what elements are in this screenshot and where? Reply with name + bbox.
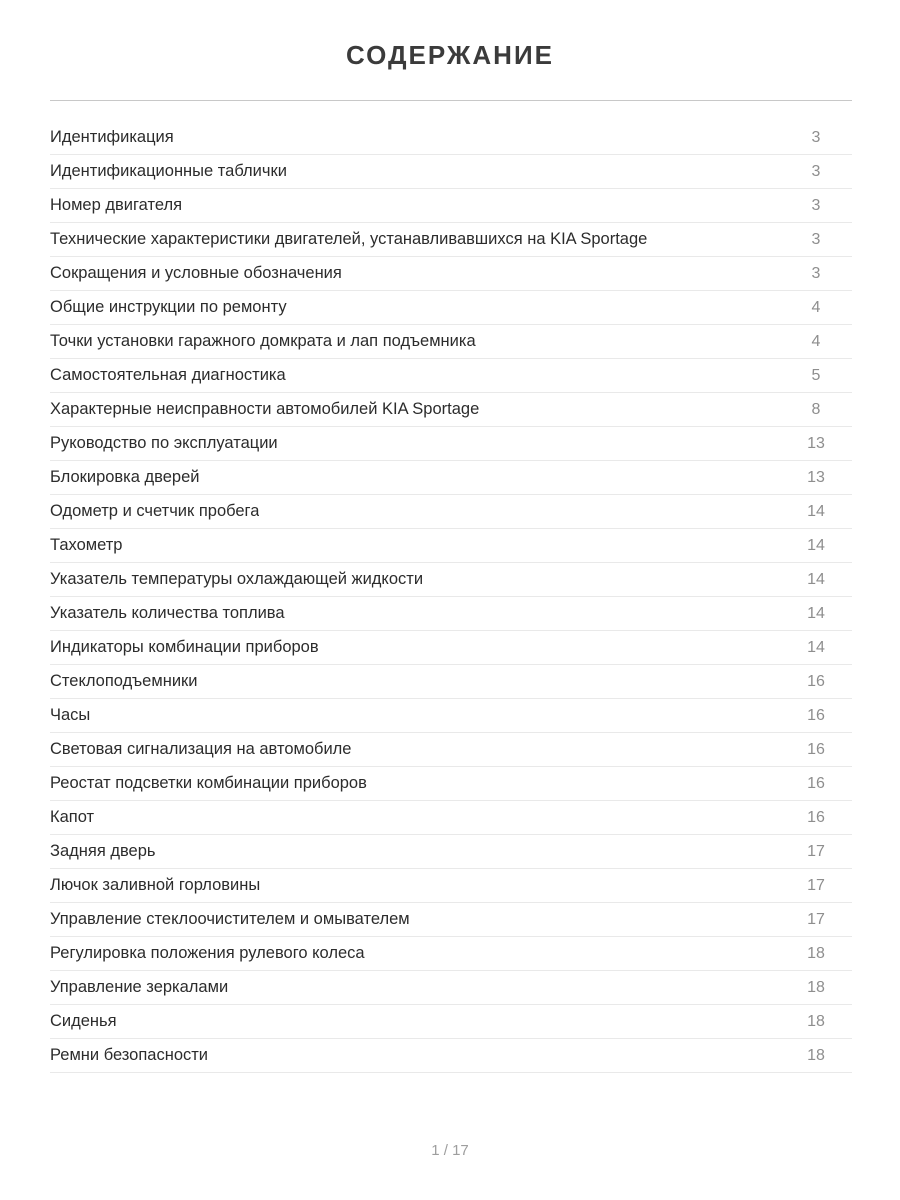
toc-entry[interactable] (50, 665, 852, 699)
toc-entry-title: Характерные неисправности автомобилей KIA Sportage (50, 400, 480, 418)
toc-entry-page: 16 (807, 740, 825, 758)
toc-entry-title: Управление стеклоочистителем и омывателем (50, 910, 410, 928)
toc-entry-title: Номер двигателя (50, 196, 183, 214)
toc-list (0, 101, 900, 1073)
toc-entry[interactable] (50, 325, 852, 359)
toc-entry-title: Ремни безопасности (50, 1046, 209, 1064)
toc-entry[interactable] (50, 903, 852, 937)
toc-entry-title: Общие инструкции по ремонту (50, 298, 287, 316)
toc-entry[interactable] (50, 257, 852, 291)
toc-entry[interactable] (50, 291, 852, 325)
toc-entry[interactable] (50, 801, 852, 835)
toc-entry-title: Сиденья (50, 1012, 117, 1030)
toc-entry-page: 16 (807, 672, 825, 690)
toc-entry-page: 18 (807, 1046, 825, 1064)
toc-entry[interactable] (50, 563, 852, 597)
toc-entry-page: 17 (807, 876, 825, 894)
toc-entry-page: 3 (811, 230, 821, 248)
toc-entry[interactable] (50, 393, 852, 427)
toc-entry[interactable] (50, 223, 852, 257)
toc-entry-title: Задняя дверь (50, 842, 156, 860)
toc-entry-title: Реостат подсветки комбинации приборов (50, 774, 367, 792)
toc-entry[interactable] (50, 937, 852, 971)
toc-entry[interactable] (50, 529, 852, 563)
toc-entry[interactable] (50, 155, 852, 189)
toc-entry-title: Стеклоподъемники (50, 672, 198, 690)
toc-entry-page: 18 (807, 978, 825, 996)
toc-entry[interactable] (50, 869, 852, 903)
toc-entry-page: 16 (807, 706, 825, 724)
toc-entry[interactable] (50, 631, 852, 665)
toc-entry-page: 14 (807, 536, 825, 554)
toc-entry[interactable] (50, 427, 852, 461)
toc-entry-page: 14 (807, 604, 825, 622)
toc-entry-page: 4 (811, 332, 821, 350)
toc-entry-title: Тахометр (50, 536, 123, 554)
page-title: СОДЕРЖАНИЕ (346, 40, 554, 70)
toc-entry-page: 3 (811, 128, 821, 146)
toc-entry[interactable] (50, 767, 852, 801)
toc-entry-title: Точки установки гаражного домкрата и лап подъемника (50, 332, 476, 350)
toc-entry-title: Индикаторы комбинации приборов (50, 638, 319, 656)
toc-entry-title: Технические характеристики двигателей, устанавливавшихся на KIA Sportage (50, 230, 648, 248)
toc-entry[interactable] (50, 699, 852, 733)
toc-entry[interactable] (50, 495, 852, 529)
toc-entry-page: 16 (807, 774, 825, 792)
toc-entry-page: 13 (807, 468, 825, 486)
toc-entry-title: Блокировка дверей (50, 468, 200, 486)
toc-entry[interactable] (50, 835, 852, 869)
toc-entry-title: Руководство по эксплуатации (50, 434, 278, 452)
toc-entry-title: Указатель температуры охлаждающей жидкости (50, 570, 424, 588)
toc-entry[interactable] (50, 189, 852, 223)
toc-entry-title: Регулировка положения рулевого колеса (50, 944, 365, 962)
toc-entry-page: 3 (811, 196, 821, 214)
toc-entry-title: Лючок заливной горловины (50, 876, 261, 894)
toc-entry[interactable] (50, 359, 852, 393)
toc-entry-title: Капот (50, 808, 95, 826)
toc-entry-page: 17 (807, 910, 825, 928)
toc-entry[interactable] (50, 733, 852, 767)
toc-entry-page: 17 (807, 842, 825, 860)
toc-entry-page: 8 (811, 400, 821, 418)
toc-entry[interactable] (50, 461, 852, 495)
toc-entry-page: 14 (807, 502, 825, 520)
toc-entry-title: Идентификационные таблички (50, 162, 287, 180)
toc-entry-title: Одометр и счетчик пробега (50, 502, 260, 520)
toc-entry-title: Самостоятельная диагностика (50, 366, 286, 384)
toc-entry-page: 14 (807, 638, 825, 656)
toc-entry-page: 14 (807, 570, 825, 588)
toc-entry-title: Указатель количества топлива (50, 604, 285, 622)
toc-entry-title: Сокращения и условные обозначения (50, 264, 342, 282)
toc-entry-page: 4 (811, 298, 821, 316)
toc-entry-page: 5 (811, 366, 821, 384)
toc-entry-page: 16 (807, 808, 825, 826)
toc-entry-title: Управление зеркалами (50, 978, 229, 996)
toc-entry[interactable] (50, 1005, 852, 1039)
toc-entry[interactable] (50, 597, 852, 631)
toc-entry-page: 18 (807, 1012, 825, 1030)
toc-entry-page: 13 (807, 434, 825, 452)
toc-entry-page: 3 (811, 264, 821, 282)
toc-entry-page: 3 (811, 162, 821, 180)
toc-entry[interactable] (50, 971, 852, 1005)
page-indicator: 1 / 17 (431, 1142, 469, 1159)
toc-entry-title: Идентификация (50, 128, 174, 146)
toc-entry-title: Световая сигнализация на автомобиле (50, 740, 352, 758)
toc-entry-page: 18 (807, 944, 825, 962)
toc-entry-title: Часы (50, 706, 91, 724)
toc-entry[interactable] (50, 1039, 852, 1073)
toc-entry[interactable] (50, 121, 852, 155)
